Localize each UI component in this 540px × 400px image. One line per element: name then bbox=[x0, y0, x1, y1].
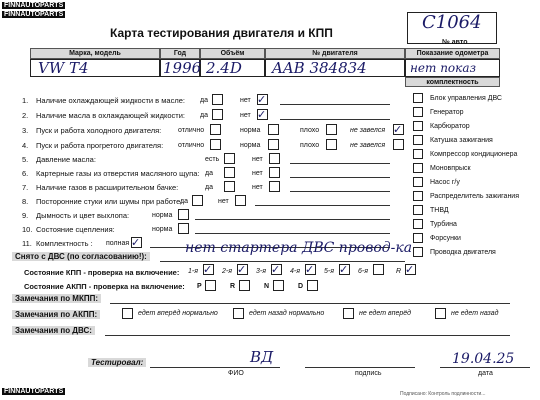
row1-no-label: нет bbox=[240, 97, 251, 104]
gear-1-check-mark-icon: ✓ bbox=[203, 263, 213, 276]
row8-yes-checkbox[interactable] bbox=[192, 195, 203, 206]
row4-normal-checkbox[interactable] bbox=[268, 139, 279, 150]
gear-r-check-mark-icon: ✓ bbox=[405, 263, 415, 276]
row5-no-checkbox[interactable] bbox=[269, 153, 280, 164]
component-checkbox-9[interactable] bbox=[413, 205, 423, 215]
engine-no-value: AAB 384834 bbox=[272, 59, 367, 77]
gear-6-checkbox[interactable] bbox=[373, 264, 384, 275]
watermark-top-left: FINNAUTOPARTS bbox=[4, 2, 64, 9]
row3-excellent-label: отлично bbox=[178, 127, 205, 134]
component-label-11: Форсунки bbox=[430, 235, 461, 242]
row4-excellent-label: отлично bbox=[178, 142, 205, 149]
year-value: 1996 bbox=[163, 59, 202, 77]
volume-value: 2.4D bbox=[206, 59, 242, 77]
dvs-remarks-line bbox=[105, 335, 510, 336]
component-checkbox-8[interactable] bbox=[413, 191, 423, 201]
akpp-remark-back-ok-checkbox[interactable] bbox=[233, 308, 244, 319]
gear-3-label: 3-я bbox=[256, 268, 266, 275]
gear-5-check-mark-icon: ✓ bbox=[339, 263, 349, 276]
component-checkbox-1[interactable] bbox=[413, 93, 423, 103]
kpp-label: Состояние КПП - проверка на включение: bbox=[24, 268, 180, 277]
akpp-n-checkbox[interactable] bbox=[273, 280, 284, 291]
col-engine-no: № двигателя bbox=[265, 48, 405, 59]
removed-note-line bbox=[160, 261, 405, 262]
component-checkbox-5[interactable] bbox=[413, 149, 423, 159]
check-text-9: Дымность и цвет выхлопа: bbox=[36, 211, 130, 220]
component-label-12: Проводка двигателя bbox=[430, 249, 496, 256]
row10-normal-label: норма bbox=[152, 226, 173, 233]
row9-normal-label: норма bbox=[152, 212, 173, 219]
row6-no-label: нет bbox=[252, 170, 263, 177]
component-label-7: Насос г/у bbox=[430, 179, 460, 186]
removed-label: Снято с ДВС (по согласованию!): bbox=[12, 252, 150, 261]
row4-not-started-checkbox[interactable] bbox=[393, 139, 404, 150]
check-num-10: 10. bbox=[22, 225, 33, 234]
col-brand: Марка, модель bbox=[30, 48, 160, 59]
row3-normal-label: норма bbox=[240, 127, 261, 134]
row2-yes-label: да bbox=[200, 112, 208, 119]
component-checkbox-11[interactable] bbox=[413, 233, 423, 243]
page-title: Карта тестирования двигателя и КПП bbox=[110, 26, 333, 40]
gear-r-label: R bbox=[396, 268, 402, 275]
col-volume: Объём bbox=[200, 48, 265, 59]
check-text-11: Комплектность : bbox=[36, 239, 93, 248]
dvs-remarks-label: Замечания по ДВС: bbox=[12, 326, 95, 335]
row4-not-started-label: не завелся bbox=[350, 142, 386, 149]
row4-excellent-checkbox[interactable] bbox=[210, 139, 221, 150]
akpp-label: Состояние АКПП - проверка на включение: bbox=[24, 282, 185, 291]
mkpp-remarks-label: Замечания по МКПП: bbox=[12, 294, 101, 303]
component-label-8: Распределитель зажигания bbox=[430, 193, 520, 200]
akpp-remark-forward-ok-checkbox[interactable] bbox=[122, 308, 133, 319]
gear-3-check-mark-icon: ✓ bbox=[271, 263, 281, 276]
akpp-remark-no-forward-checkbox[interactable] bbox=[343, 308, 354, 319]
check-num-8: 8. bbox=[22, 197, 29, 206]
akpp-n-label: N bbox=[264, 283, 270, 290]
sign-caption: подпись bbox=[355, 370, 382, 377]
row1-no-check-mark-icon: ✓ bbox=[257, 93, 267, 106]
odometer-value: нет показ bbox=[410, 61, 477, 75]
sign-line bbox=[305, 367, 415, 368]
akpp-remark-back-ok-label: едет назад нормально bbox=[249, 310, 325, 317]
component-checkbox-7[interactable] bbox=[413, 177, 423, 187]
check-num-11: 11. bbox=[22, 239, 32, 248]
akpp-r-checkbox[interactable] bbox=[239, 280, 250, 291]
row7-no-label: нет bbox=[252, 184, 263, 191]
row4-bad-label: плохо bbox=[300, 142, 320, 149]
check-text-6: Картерные газы из отверстия масляного щупа: bbox=[36, 169, 200, 178]
akpp-remark-forward-ok-label: едет вперёд нормально bbox=[138, 310, 218, 317]
auto-number-value: C1064 bbox=[422, 12, 482, 33]
check-text-4: Пуск и работа прогретого двигателя: bbox=[36, 141, 164, 150]
row10-note-line bbox=[195, 233, 390, 234]
akpp-d-label: D bbox=[298, 283, 304, 290]
check-text-3: Пуск и работа холодного двигателя: bbox=[36, 126, 162, 135]
check-text-2: Наличие масла в охлаждающей жидкости: bbox=[36, 111, 185, 120]
component-checkbox-10[interactable] bbox=[413, 219, 423, 229]
row3-bad-label: плохо bbox=[300, 127, 320, 134]
row8-no-checkbox[interactable] bbox=[235, 195, 246, 206]
check-num-9: 9. bbox=[22, 211, 29, 220]
row5-present-label: есть bbox=[205, 156, 220, 163]
check-num-1: 1. bbox=[22, 96, 29, 105]
row4-normal-label: норма bbox=[240, 142, 261, 149]
row1-yes-checkbox[interactable] bbox=[212, 94, 223, 105]
component-checkbox-2[interactable] bbox=[413, 107, 423, 117]
component-checkbox-4[interactable] bbox=[413, 135, 423, 145]
row7-no-checkbox[interactable] bbox=[269, 181, 280, 192]
row3-normal-checkbox[interactable] bbox=[268, 124, 279, 135]
row1-note-line bbox=[280, 104, 390, 105]
akpp-remark-no-back-label: не едет назад bbox=[451, 310, 499, 317]
component-label-1: Блок управления ДВС bbox=[430, 95, 502, 102]
row2-no-label: нет bbox=[240, 112, 251, 119]
row6-yes-label: да bbox=[205, 170, 213, 177]
component-label-10: Турбина bbox=[430, 221, 457, 228]
brand-value: VW T4 bbox=[38, 59, 89, 77]
watermark-bottom-left: FINNAUTOPARTS bbox=[4, 388, 64, 395]
component-checkbox-6[interactable] bbox=[413, 163, 423, 173]
akpp-p-checkbox[interactable] bbox=[205, 280, 216, 291]
akpp-remark-no-forward-label: не едет вперёд bbox=[359, 310, 412, 317]
check-num-7: 7. bbox=[22, 183, 29, 192]
row5-note-line bbox=[290, 163, 390, 164]
row11-full-check-mark-icon: ✓ bbox=[131, 236, 141, 249]
date-line bbox=[440, 367, 530, 368]
date-caption: дата bbox=[478, 370, 493, 377]
gear-4-check-mark-icon: ✓ bbox=[305, 263, 315, 276]
check-num-4: 4. bbox=[22, 141, 29, 150]
tested-label: Тестировал: bbox=[88, 358, 146, 367]
check-num-6: 6. bbox=[22, 169, 29, 178]
auto-number-label: № авто bbox=[442, 39, 468, 46]
kit-header: комплектность bbox=[405, 77, 500, 87]
akpp-remarks-label: Замечания по АКПП: bbox=[12, 310, 100, 319]
footer-tiny-text: Подписано: Контроль подлинности... bbox=[400, 391, 486, 397]
akpp-d-checkbox[interactable] bbox=[307, 280, 318, 291]
gear-5-label: 5-я bbox=[324, 268, 334, 275]
row3-excellent-checkbox[interactable] bbox=[210, 124, 221, 135]
row9-note-line bbox=[195, 219, 390, 220]
row3-not-started-check-mark-icon: ✓ bbox=[393, 123, 403, 136]
watermark-top-left-2: FINNAUTOPARTS bbox=[4, 11, 64, 18]
component-checkbox-3[interactable] bbox=[413, 121, 423, 131]
row4-bad-checkbox[interactable] bbox=[326, 139, 337, 150]
component-label-2: Генератор bbox=[430, 109, 464, 116]
row3-not-started-label: не завелся bbox=[350, 127, 386, 134]
check-num-3: 3. bbox=[22, 126, 29, 135]
row2-no-check-mark-icon: ✓ bbox=[257, 108, 267, 121]
check-text-10: Состояние сцепления: bbox=[36, 225, 115, 234]
check-num-5: 5. bbox=[22, 155, 29, 164]
row10-normal-checkbox[interactable] bbox=[178, 223, 189, 234]
fio-line bbox=[150, 367, 280, 368]
row7-yes-label: да bbox=[205, 184, 213, 191]
akpp-remark-no-back-checkbox[interactable] bbox=[435, 308, 446, 319]
row3-bad-checkbox[interactable] bbox=[326, 124, 337, 135]
row1-yes-label: да bbox=[200, 97, 208, 104]
gear-4-label: 4-я bbox=[290, 268, 300, 275]
component-label-4: Катушка зажигания bbox=[430, 137, 493, 144]
component-label-5: Компрессор кондиционера bbox=[430, 151, 518, 158]
gear-6-label: 6-я bbox=[358, 268, 368, 275]
component-label-6: Моновпрыск bbox=[430, 165, 471, 172]
akpp-p-label: P bbox=[197, 283, 202, 290]
row9-normal-checkbox[interactable] bbox=[178, 209, 189, 220]
row6-no-checkbox[interactable] bbox=[269, 167, 280, 178]
check-text-8: Посторонние стуки или шумы при работе: bbox=[36, 197, 183, 206]
row5-no-label: нет bbox=[252, 156, 263, 163]
col-year: Год bbox=[160, 48, 200, 59]
signature-handwriting: ВД bbox=[250, 348, 274, 366]
component-label-9: ТНВД bbox=[430, 207, 449, 214]
row5-present-checkbox[interactable] bbox=[224, 153, 235, 164]
check-text-7: Наличие газов в расширительном бачке: bbox=[36, 183, 179, 192]
date-handwriting: 19.04.25 bbox=[452, 351, 515, 367]
row7-yes-checkbox[interactable] bbox=[224, 181, 235, 192]
component-label-3: Карбюратор bbox=[430, 123, 470, 130]
row11-full-label: полная bbox=[106, 240, 130, 247]
mkpp-remarks-line bbox=[110, 303, 510, 304]
row7-note-line bbox=[290, 191, 390, 192]
row6-note-line bbox=[290, 177, 390, 178]
row8-no-label: нет bbox=[218, 198, 229, 205]
row2-yes-checkbox[interactable] bbox=[212, 109, 223, 120]
component-checkbox-12[interactable] bbox=[413, 247, 423, 257]
check-text-5: Давление масла: bbox=[36, 155, 96, 164]
row2-note-line bbox=[280, 119, 390, 120]
row8-note-line bbox=[255, 205, 390, 206]
gear-2-check-mark-icon: ✓ bbox=[237, 263, 247, 276]
gear-1-label: 1-я bbox=[188, 268, 198, 275]
col-odometer: Показание одометра bbox=[405, 48, 500, 59]
check-num-2: 2. bbox=[22, 111, 29, 120]
akpp-r-label: R bbox=[230, 283, 236, 290]
fio-caption: ФИО bbox=[228, 370, 244, 377]
removed-handwriting: нет стартера ДВС провод-ка bbox=[185, 240, 413, 256]
row6-yes-checkbox[interactable] bbox=[224, 167, 235, 178]
check-text-1: Наличие охлаждающей жидкости в масле: bbox=[36, 96, 185, 105]
gear-2-label: 2-я bbox=[222, 268, 232, 275]
row8-yes-label: да bbox=[180, 198, 188, 205]
